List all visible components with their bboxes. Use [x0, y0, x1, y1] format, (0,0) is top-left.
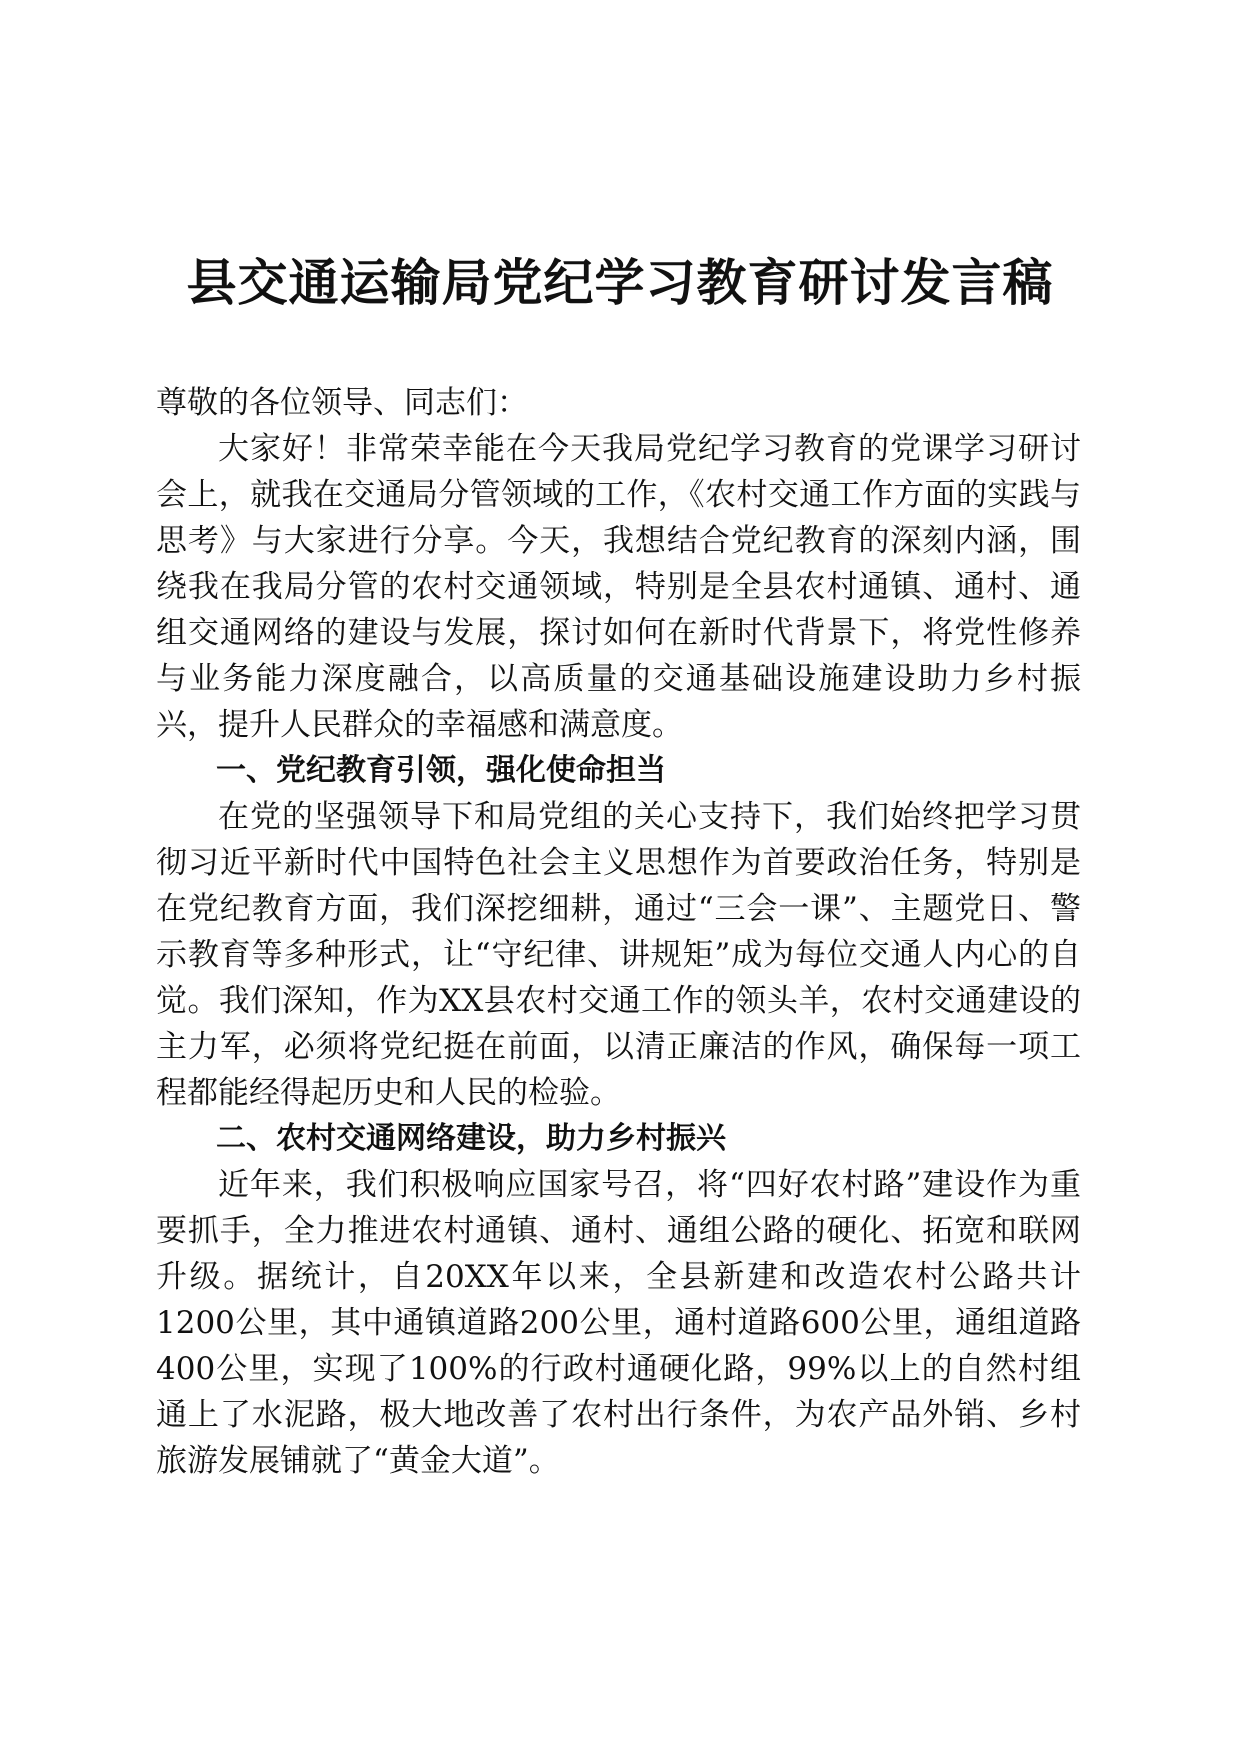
section-heading-1: 一、党纪教育引领，强化使命担当	[216, 753, 666, 788]
section-paragraph-2: 近年来，我们积极响应国家号召，将“四好农村路”建设作为重要抓手，全力推进农村通镇、通村、通组公路的硬化、拓宽和联网升级。据统计，自20XX年以来，全县新建和改造农村公路共计1200公里，其中通镇道路200公里，通村道路600公里，通组道路400公里，实现了100%的行政村通硬化路，99%以上的自然村组通上了水泥路，极大地改善了农村出行条件，为农产品外销、乡村旅游发展铺就了“黄金大道”。	[156, 1167, 1081, 1479]
document-title: 县交通运输局党纪学习教育研讨发言稿	[186, 254, 1054, 312]
salutation: 尊敬的各位领导、同志们：	[156, 385, 528, 421]
section-paragraph-1: 在党的坚强领导下和局党组的关心支持下，我们始终把学习贯彻习近平新时代中国特色社会主义思想作为首要政治任务，特别是在党纪教育方面，我们深挖细耕，通过“三会一课”、主题党日、警示教育等多种形式，让“守纪律、讲规矩”成为每位交通人内心的自觉。我们深知，作为XX县农村交通工作的领头羊，农村交通建设的主力军，必须将党纪挺在前面，以清正廉洁的作风，确保每一项工程都能经得起历史和人民的检验。	[156, 799, 1081, 1111]
section-heading-2: 二、农村交通网络建设，助力乡村振兴	[216, 1121, 726, 1156]
intro-paragraph: 大家好！非常荣幸能在今天我局党纪学习教育的党课学习研讨会上，就我在交通局分管领域的工作，《农村交通工作方面的实践与思考》与大家进行分享。今天，我想结合党纪教育的深刻内涵，围绕我在我局分管的农村交通领域，特别是全县农村通镇、通村、通组交通网络的建设与发展，探讨如何在新时代背景下，将党性修养与业务能力深度融合，以高质量的交通基础设施建设助力乡村振兴，提升人民群众的幸福感和满意度。	[156, 431, 1081, 743]
document-body	[156, 380, 1081, 1484]
